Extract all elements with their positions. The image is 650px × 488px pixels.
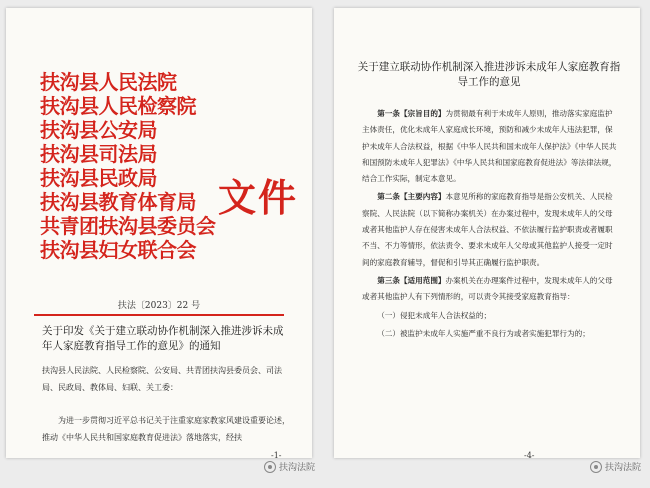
document-label: 文件 xyxy=(218,176,299,220)
notice-title: 关于印发《关于建立联动协作机制深入推进涉诉未成年人家庭教育指导工作的意见》的通知 xyxy=(42,325,284,352)
issuer-name: 扶沟县教育体育局 xyxy=(40,190,196,214)
issuer-name: 扶沟县司法局 xyxy=(40,142,157,166)
article-text: 办案机关在办理案件过程中，发现未成年人的父母或者其他监护人有下列情形的，可以责令其接受家庭教育指导： xyxy=(362,275,613,302)
addressees: 扶沟县人民法院、人民检察院、公安局、共青团扶沟县委员会、司法局、民政局、教体局、妇联、关工委： xyxy=(42,366,282,392)
issuer-name: 扶沟县公安局 xyxy=(40,118,157,142)
page-number: -1- xyxy=(271,451,282,458)
notice-body: 为进一步贯彻习近平总书记关于注重家庭家教家风建设重要论述，推动《中华人民共和国家庭教育促进法》落地落实，经扶 xyxy=(42,416,290,442)
issuer-name: 扶沟县人民检察院 xyxy=(40,94,196,118)
red-divider xyxy=(34,314,284,316)
article-paragraph xyxy=(362,106,617,187)
issuer-name: 扶沟县妇女联合会 xyxy=(40,238,196,262)
wechat-icon xyxy=(264,461,276,473)
article-heading: 第一条【宗旨目的】 xyxy=(377,109,446,118)
watermark-text: 扶沟法院 xyxy=(279,463,316,473)
watermark xyxy=(264,460,315,473)
article-item xyxy=(362,308,617,324)
article-text: 为贯彻最有利于未成年人原则，推动落实家庭监护主体责任，优化未成年人家庭成长环境，预防和减少未成年人违法犯罪，保护未成年人合法权益，根据《中华人民共和国未成年人保护法》《中华人民共和国预防未成年人犯罪法》《中华人民共和国家庭教育促进法》等法律法规，结合工作实际，制定本意见。 xyxy=(362,109,617,184)
page-number: -4- xyxy=(524,451,535,458)
watermark xyxy=(590,460,641,473)
opinion-body xyxy=(362,106,617,344)
opinion-title: 关于建立联动协作机制深入推进涉诉未成年人家庭教育指导工作的意见 xyxy=(357,61,621,88)
article-text: 本意见所称的家庭教育指导是指公安机关、人民检察院、人民法院（以下简称办案机关）在办案过程中，发现未成年人的父母或者其他监护人存在侵害未成年人合法权益、不依法履行监护职责或者履职不当、不力等情形，依法责令、要求未成年人父母或其他监护人接受一定时间的家庭教育辅导，督促和引导其正确履行监护职责。 xyxy=(362,192,613,267)
document-number: 扶法〔2023〕22 号 xyxy=(117,301,201,311)
wechat-icon xyxy=(590,461,602,473)
article-item xyxy=(362,326,617,342)
article-paragraph xyxy=(362,273,617,306)
document-page-4 xyxy=(334,8,640,458)
document-page-1 xyxy=(6,8,312,458)
issuer-list xyxy=(40,70,240,262)
article-heading: 第三条【适用范围】 xyxy=(377,275,446,285)
issuer-name: 扶沟县人民法院 xyxy=(40,70,177,94)
issuer-name: 扶沟县民政局 xyxy=(40,166,157,190)
watermark-text: 扶沟法院 xyxy=(605,463,642,473)
issuer-name: 共青团扶沟县委员会 xyxy=(40,214,216,238)
article-text: （一）侵犯未成年人合法权益的； xyxy=(377,310,492,320)
article-text: （二）被监护未成年人实施严重不良行为或者实施犯罪行为的； xyxy=(377,328,590,338)
article-heading: 第二条【主要内容】 xyxy=(377,192,446,202)
article-paragraph xyxy=(362,189,617,270)
